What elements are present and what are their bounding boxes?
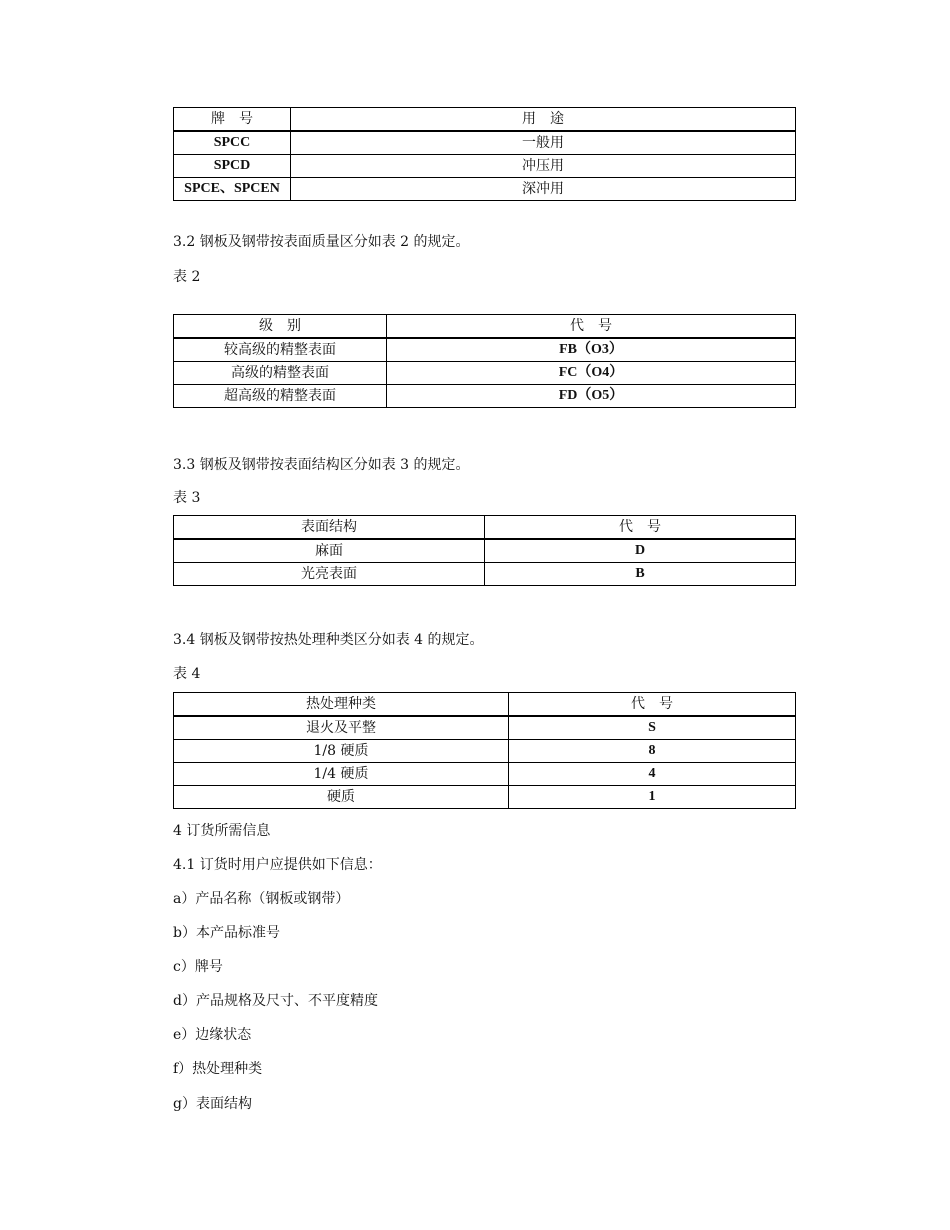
table-cell: SPCC [174,131,291,155]
table-row [174,740,796,763]
table-row [174,563,796,586]
table-header-row [174,516,796,540]
table-header-cell: 牌 号 [174,108,291,132]
table-cell: 深冲用 [291,178,796,201]
table-cell: 4 [509,763,796,786]
table-cell: D [485,539,796,563]
section-3-4-text: 3.4 钢板及钢带按热处理种类区分如表 4 的规定。 [173,632,484,648]
list-item: a）产品名称（钢板或钢带） [173,891,350,907]
table-header-cell: 表面结构 [174,516,485,540]
heat-treatment-table [173,692,796,809]
table-cell: 1/4 硬质 [174,763,509,786]
table-3-caption: 表 3 [173,490,201,506]
table-cell: FD（O5） [387,385,796,408]
list-item: e）边缘状态 [173,1027,252,1043]
section-3-3-text: 3.3 钢板及钢带按表面结构区分如表 3 的规定。 [173,457,470,473]
table-row [174,763,796,786]
table-row [174,385,796,408]
table-header-row [174,693,796,717]
table-2-caption: 表 2 [173,269,201,285]
table-cell: SPCD [174,155,291,178]
surface-structure-table [173,515,796,586]
list-item: g）表面结构 [173,1096,252,1112]
table-header-cell: 代 号 [485,516,796,540]
table-cell: 较高级的精整表面 [174,338,387,362]
table-cell: 光亮表面 [174,563,485,586]
table-header-cell: 热处理种类 [174,693,509,717]
table-header-cell: 代 号 [387,315,796,339]
table-cell: 1/8 硬质 [174,740,509,763]
table-cell: 一般用 [291,131,796,155]
table-row [174,786,796,809]
table-row [174,131,796,155]
table-cell: 冲压用 [291,155,796,178]
table-row [174,539,796,563]
table-4-caption: 表 4 [173,666,201,682]
table-row [174,716,796,740]
section-4-1-text: 4.1 订货时用户应提供如下信息： [173,857,382,873]
surface-quality-table [173,314,796,408]
list-item: c）牌号 [173,959,223,975]
table-row [174,155,796,178]
table-cell: S [509,716,796,740]
table-row [174,362,796,385]
table-header-cell: 用 途 [291,108,796,132]
table-cell: B [485,563,796,586]
table-cell: SPCE、SPCEN [174,178,291,201]
section-4-heading: 4 订货所需信息 [173,823,271,839]
list-item: f）热处理种类 [173,1061,263,1077]
list-item: d）产品规格及尺寸、不平度精度 [173,993,378,1009]
table-header-row [174,108,796,132]
section-3-2-text: 3.2 钢板及钢带按表面质量区分如表 2 的规定。 [173,234,470,250]
table-cell: 高级的精整表面 [174,362,387,385]
table-cell: 退火及平整 [174,716,509,740]
table-cell: 超高级的精整表面 [174,385,387,408]
table-cell: 硬质 [174,786,509,809]
table-row [174,338,796,362]
table-header-cell: 代 号 [509,693,796,717]
grade-usage-table [173,107,796,201]
list-item: b）本产品标准号 [173,925,280,941]
table-cell: FB（O3） [387,338,796,362]
table-cell: 1 [509,786,796,809]
table-header-row [174,315,796,339]
table-cell: 8 [509,740,796,763]
table-cell: FC（O4） [387,362,796,385]
table-row [174,178,796,201]
table-header-cell: 级 别 [174,315,387,339]
table-cell: 麻面 [174,539,485,563]
